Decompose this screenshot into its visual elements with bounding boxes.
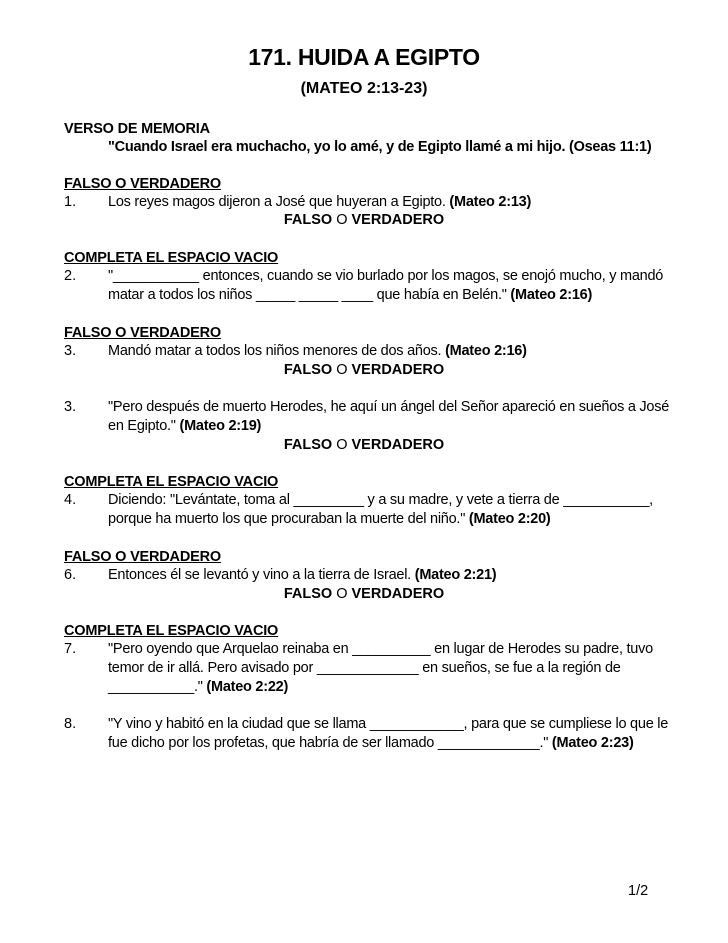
fv-answer-1[interactable]: FALSO O VERDADERO [283,212,445,228]
question-3b-ref: (Mateo 2:19) [179,418,262,434]
question-4-ref: (Mateo 2:20) [468,511,551,527]
page-subtitle: (MATEO 2:13-23) [300,80,428,97]
verso-text: "Cuando Israel era muchacho, yo lo amé, y de Egipto llamé a mi hijo. (Oseas 11:1) [108,139,652,155]
question-7-ref: (Mateo 2:22) [206,679,289,695]
question-3-text: Mandó matar a todos los niños menores de dos años. (Mateo 2:16) [108,343,527,359]
question-1-ref: (Mateo 2:13) [449,194,532,210]
question-6-ref: (Mateo 2:21) [414,567,497,583]
fv-answer-3b[interactable]: FALSO O VERDADERO [283,437,445,453]
fv-heading-3: FALSO O VERDADERO [64,325,221,341]
fv-answer-3[interactable]: FALSO O VERDADERO [283,362,445,378]
question-3b-line1: "Pero después de muerto Herodes, he aquí un ángel del Señor apareció en sueños a José [108,399,670,415]
question-7-line3[interactable]: ___________." (Mateo 2:22) [108,679,289,695]
page-title: 171. HUIDA A EGIPTO [248,44,480,70]
question-4-line1[interactable]: Diciendo: "Levántate, toma al _________ y a su madre, y vete a tierra de ___________, [108,492,653,508]
question-3b-number: 3. [64,399,77,415]
fv-heading-6: FALSO O VERDADERO [64,549,221,565]
question-4-line2: porque ha muerto los que procuraban la muerte del niño." (Mateo 2:20) [108,511,551,527]
question-6-number: 6. [64,567,77,583]
question-8-line2[interactable]: fue dicho por los profetas, que habría de ser llamado _____________." (Mateo 2:23) [108,735,634,751]
question-8-line1[interactable]: "Y vino y habitó en la ciudad que se llama ____________, para que se cumpliese lo que le [108,716,669,732]
ce-heading-4: COMPLETA EL ESPACIO VACIO [64,474,279,490]
verso-heading: VERSO DE MEMORIA [64,121,210,137]
question-3-ref: (Mateo 2:16) [445,343,527,359]
question-3b-line2: en Egipto." (Mateo 2:19) [108,418,262,434]
ce-heading-2: COMPLETA EL ESPACIO VACIO [64,250,279,266]
question-2-line2[interactable]: matar a todos los niños _____ _____ ____ que había en Belén." (Mateo 2:16) [108,287,593,303]
question-4-number: 4. [64,492,77,508]
fv-answer-6[interactable]: FALSO O VERDADERO [283,586,445,602]
question-8-ref: (Mateo 2:23) [551,735,634,751]
page-number: 1/2 [628,883,649,899]
question-2-line1[interactable]: "___________ entonces, cuando se vio burlado por los magos, se enojó mucho, y mandó [108,268,664,284]
question-2-ref: (Mateo 2:16) [510,287,593,303]
question-7-number: 7. [64,641,77,657]
question-1-text: Los reyes magos dijeron a José que huyeran a Egipto. (Mateo 2:13) [108,194,532,210]
question-1-number: 1. [64,194,77,210]
question-2-number: 2. [64,268,77,284]
question-8-number: 8. [64,716,77,732]
question-3-number: 3. [64,343,77,359]
question-6-text: Entonces él se levantó y vino a la tierra de Israel. (Mateo 2:21) [108,567,497,583]
question-7-line2[interactable]: temor de ir allá. Pero avisado por _____________ en sueños, se fue a la región de [108,660,621,676]
question-7-line1[interactable]: "Pero oyendo que Arquelao reinaba en __________ en lugar de Herodes su padre, tuvo [108,641,653,657]
fv-heading-1: FALSO O VERDADERO [64,176,221,192]
ce-heading-7: COMPLETA EL ESPACIO VACIO [64,623,279,639]
